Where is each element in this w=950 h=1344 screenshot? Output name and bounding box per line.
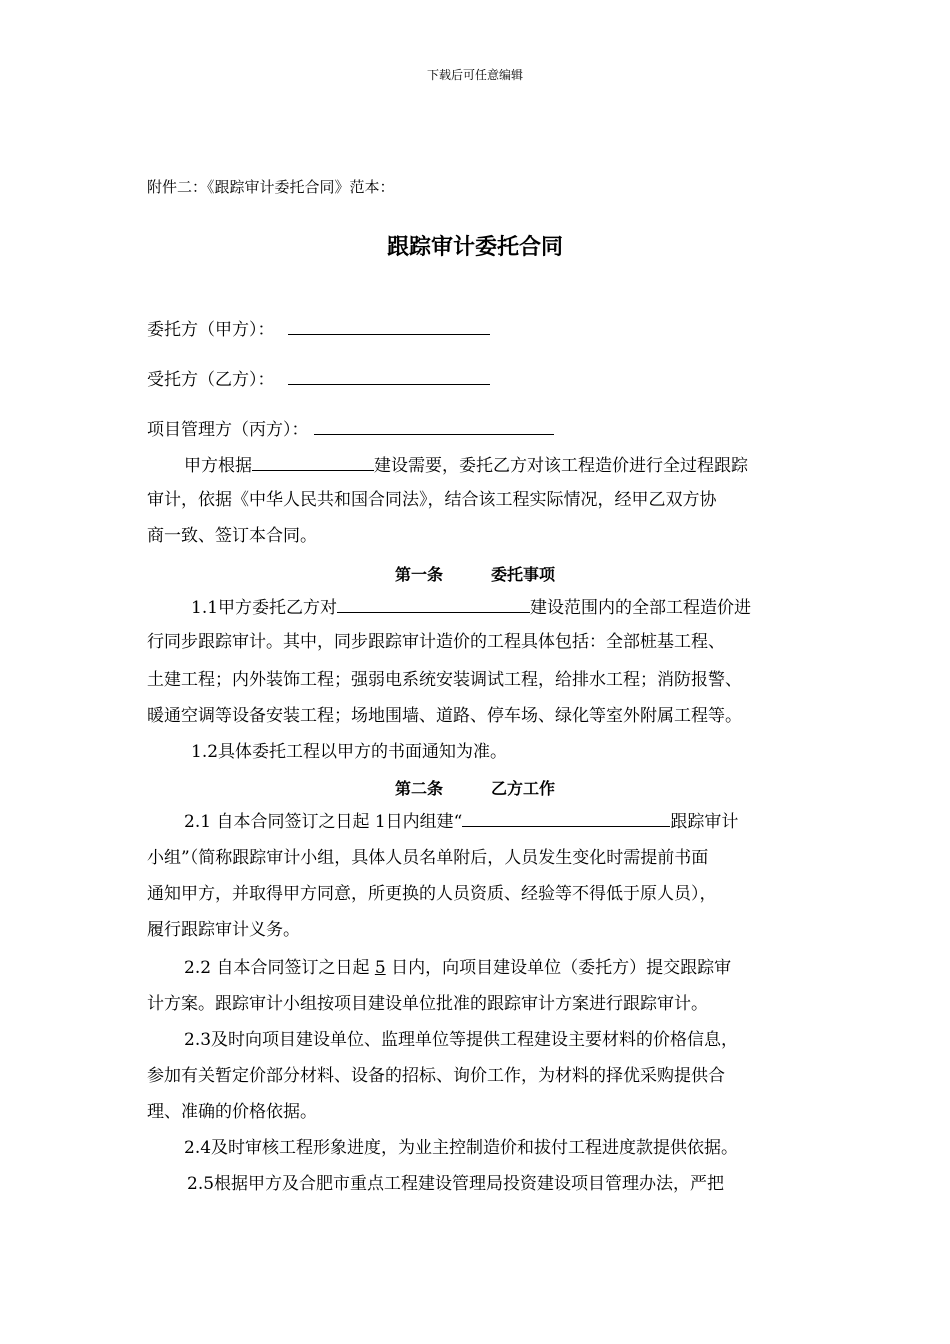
- clause-text: 2.2 自本合同签订之日起: [184, 958, 375, 978]
- contractor-party-line: [147, 368, 490, 390]
- clause-2-1-line-2: 小组”（简称跟踪审计小组，具体人员名单附后，人员发生变化时需提前书面: [147, 848, 709, 868]
- clause-2-4: 2.4及时审核工程形象进度，为业主控制造价和拔付工程进度款提供依据。: [184, 1138, 739, 1158]
- clause-2-1-line-3: 通知甲方，并取得甲方同意，所更换的人员资质、经验等不得低于原人员），: [147, 884, 717, 904]
- manager-blank[interactable]: [314, 418, 554, 435]
- clause-2-1-line-1: [184, 810, 738, 832]
- clause-2-1-line-4: 履行跟踪审计义务。: [147, 920, 300, 940]
- document-title: 跟踪审计委托合同: [386, 235, 563, 260]
- intro-line-3: 商一致、签订本合同。: [147, 526, 317, 546]
- clause-2-5-line-1: 2.5根据甲方及合肥市重点工程建设管理局投资建设项目管理办法，严把: [187, 1174, 725, 1194]
- intro-text: 建设需要，委托乙方对该工程造价进行全过程跟踪: [374, 456, 748, 476]
- project-blank[interactable]: [252, 454, 374, 471]
- client-blank[interactable]: [288, 318, 490, 335]
- clause-text: 1.1甲方委托乙方对: [191, 598, 338, 618]
- clause-text: 跟踪审计: [670, 812, 739, 832]
- article-1-heading: [0, 562, 950, 585]
- clause-2-3-line-1: 2.3及时向项目建设单位、监理单位等提供工程建设主要材料的价格信息，: [184, 1030, 739, 1050]
- article-number: 第二条: [394, 779, 443, 798]
- clause-1-2: 1.2具体委托工程以甲方的书面通知为准。: [191, 742, 508, 762]
- clause-text: 日内，向项目建设单位（委托方）提交跟踪审: [385, 958, 732, 978]
- intro-line-1: [184, 454, 748, 476]
- contractor-blank[interactable]: [288, 368, 490, 385]
- attachment-label: 附件二：《跟踪审计委托合同》范本：: [147, 178, 395, 196]
- clause-2-3-line-2: 参加有关暂定价部分材料、设备的招标、询价工作，为材料的择优采购提供合: [147, 1066, 725, 1086]
- intro-text: 甲方根据: [184, 456, 252, 476]
- days-value: 5: [374, 958, 386, 978]
- article-name: 乙方工作: [491, 779, 556, 798]
- scope-blank[interactable]: [337, 596, 530, 613]
- page-header: 下载后可任意编辑: [426, 68, 523, 82]
- clause-2-2-line-1: [184, 958, 731, 978]
- intro-line-2: 审计，依据《中华人民共和国合同法》，结合该工程实际情况，经甲乙双方协: [147, 490, 717, 510]
- clause-1-1-line-3: 土建工程；内外装饰工程；强弱电系统安装调试工程，给排水工程；消防报警、: [147, 670, 742, 690]
- clause-text: 2.1 自本合同签订之日起 1日内组建“: [184, 812, 463, 832]
- manager-party-line: [147, 418, 554, 440]
- clause-1-1-line-2: 行同步跟踪审计。其中，同步跟踪审计造价的工程具体包括：全部桩基工程、: [147, 632, 725, 652]
- clause-2-3-line-3: 理、准确的价格依据。: [147, 1102, 317, 1122]
- client-label: 委托方（甲方）：: [147, 320, 275, 340]
- manager-label: 项目管理方（丙方）：: [147, 420, 309, 440]
- article-name: 委托事项: [491, 565, 556, 584]
- contractor-label: 受托方（乙方）：: [147, 370, 275, 390]
- client-party-line: [147, 318, 490, 340]
- clause-2-2-line-2: 计方案。跟踪审计小组按项目建设单位批准的跟踪审计方案进行跟踪审计。: [147, 994, 708, 1014]
- clause-1-1-line-4: 暖通空调等设备安装工程；场地围墙、道路、停车场、绿化等室外附属工程等。: [147, 706, 742, 726]
- clause-1-1-line-1: [191, 596, 751, 618]
- team-name-blank[interactable]: [462, 810, 670, 827]
- clause-text: 建设范围内的全部工程造价进: [530, 598, 752, 618]
- article-2-heading: [0, 776, 950, 799]
- article-number: 第一条: [394, 565, 443, 584]
